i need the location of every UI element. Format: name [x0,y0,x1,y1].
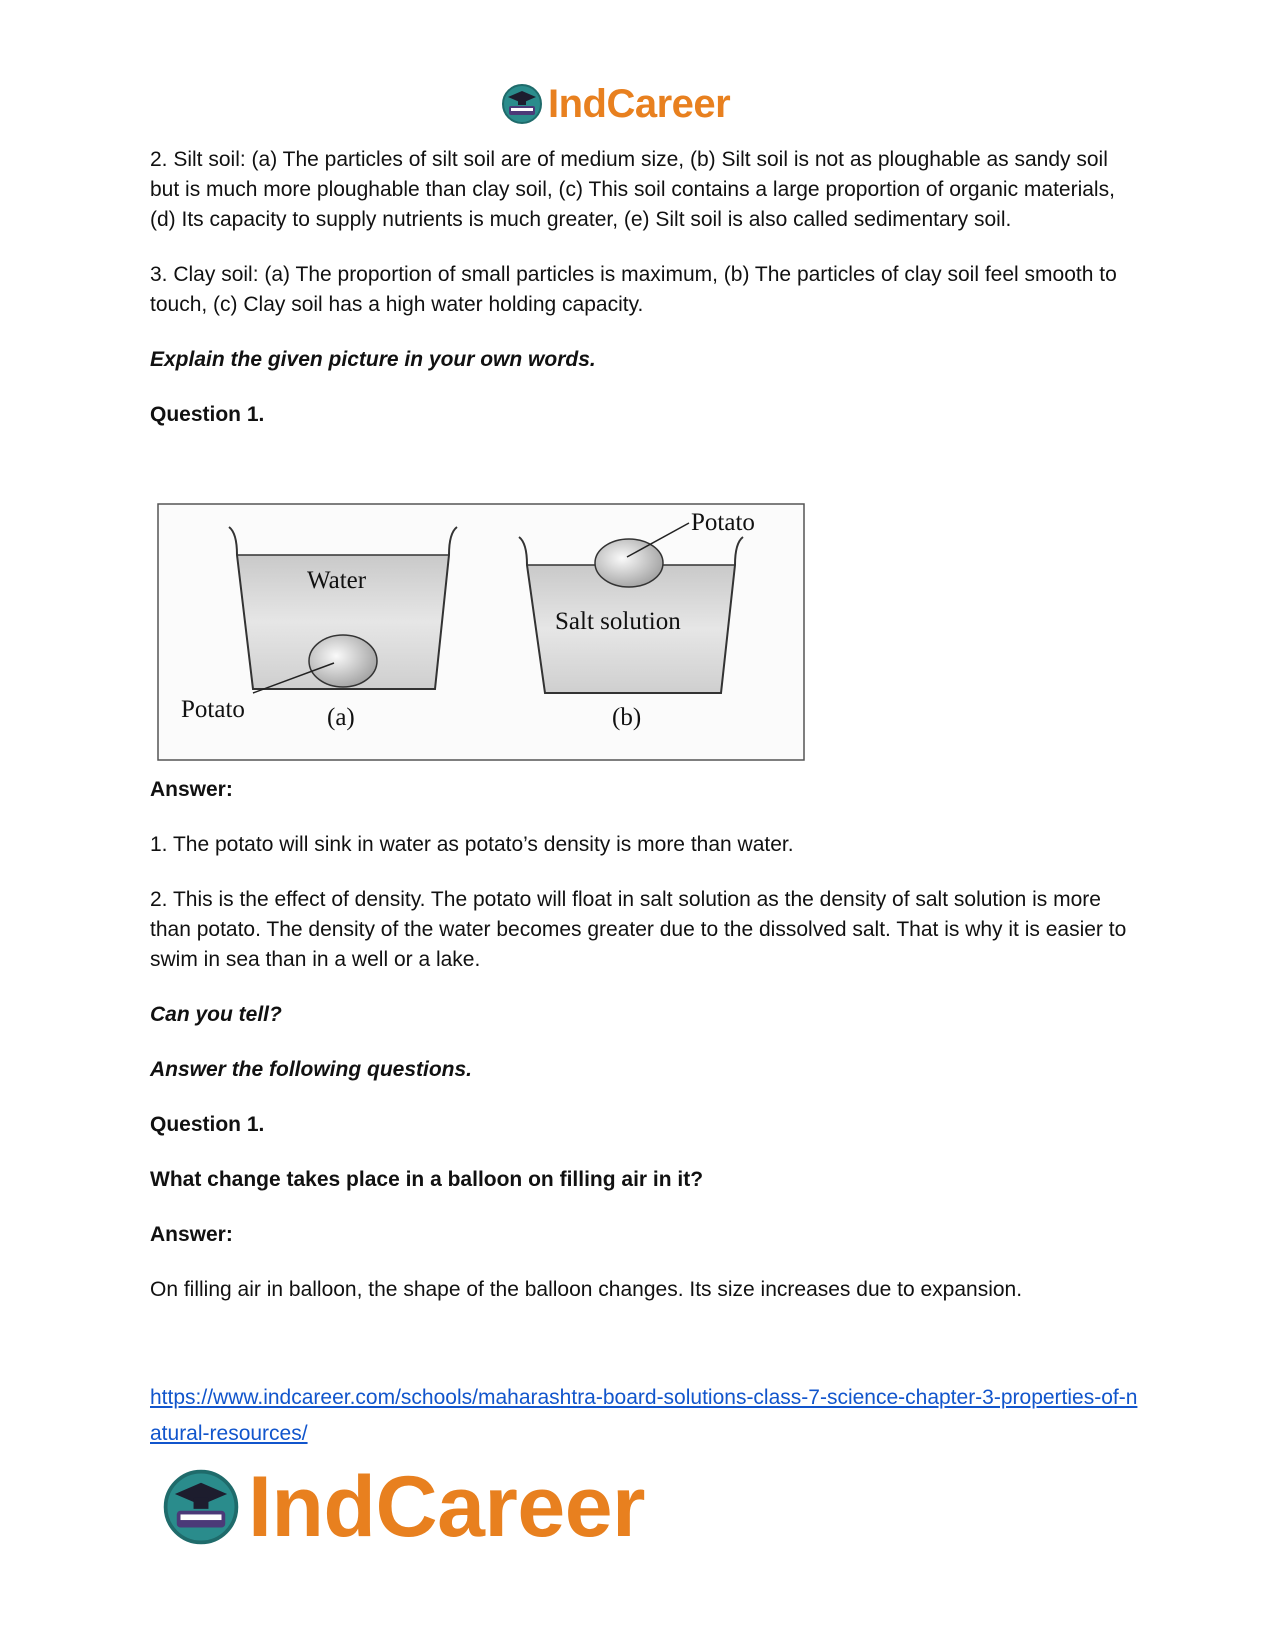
explain-heading: Explain the given picture in your own words. [150,348,596,371]
answer-text: On filling air in balloon, the shape of the balloon changes. Its size increases due to expansion. [150,1278,1023,1301]
caption-b: (b) [612,704,642,731]
paragraph-clay-soil: 3. Clay soil: (a) The proportion of small particles is maximum, (b) The particles of clay soil feel smooth to touch, (c) Clay soil has a high water holding capacity. [150,263,1117,316]
graduation-cap-book-icon [500,82,544,126]
potato-floating [595,539,663,587]
potato-density-figure [157,503,805,763]
figure-drawing [157,503,805,763]
question-label: Question 1. [150,403,265,426]
graduation-cap-book-icon [160,1466,242,1548]
source-link[interactable]: https://www.indcareer.com/schools/maharashtra-board-solutions-class-7-science-chapter-3-properties-of-natural-resources/ [150,1386,1138,1445]
question-text: What change takes place in a balloon on filling air in it? [150,1168,704,1191]
potato-sunk [309,635,377,687]
footer-logo-text: IndCareer [248,1458,645,1555]
paragraph-silt-soil: 2. Silt soil: (a) The particles of silt soil are of medium size, (b) Silt soil is not as ploughable as sandy soil but is much more ploughable than clay soil, (c) This soil contains a large proportion of organic materials, (d) Its capacity to supply nutrients is much greater, (e) Silt soil is also called sedimentary soil. [150,148,1115,231]
footer-logo [160,1458,645,1555]
can-you-tell-heading: Can you tell? [150,1003,282,1026]
caption-a: (a) [327,704,355,731]
answer-label: Answer: [150,1223,233,1246]
header-logo-text: IndCareer [548,81,731,126]
header-logo [500,80,730,128]
answer-point-1: 1. The potato will sink in water as potato’s density is more than water. [150,833,794,856]
label-potato-a: Potato [181,696,245,723]
answer-following-heading: Answer the following questions. [150,1058,473,1081]
label-potato-b: Potato [691,509,755,536]
question-label: Question 1. [150,1113,265,1136]
answer-label: Answer: [150,778,233,801]
label-water: Water [307,567,367,594]
label-salt-solution: Salt solution [555,608,681,635]
answer-point-2: 2. This is the effect of density. The potato will float in salt solution as the density of salt solution is more than potato. The density of the water becomes greater due to the dissolved salt. That is why it is easier to swim in sea than in a well or a lake. [150,888,1127,971]
